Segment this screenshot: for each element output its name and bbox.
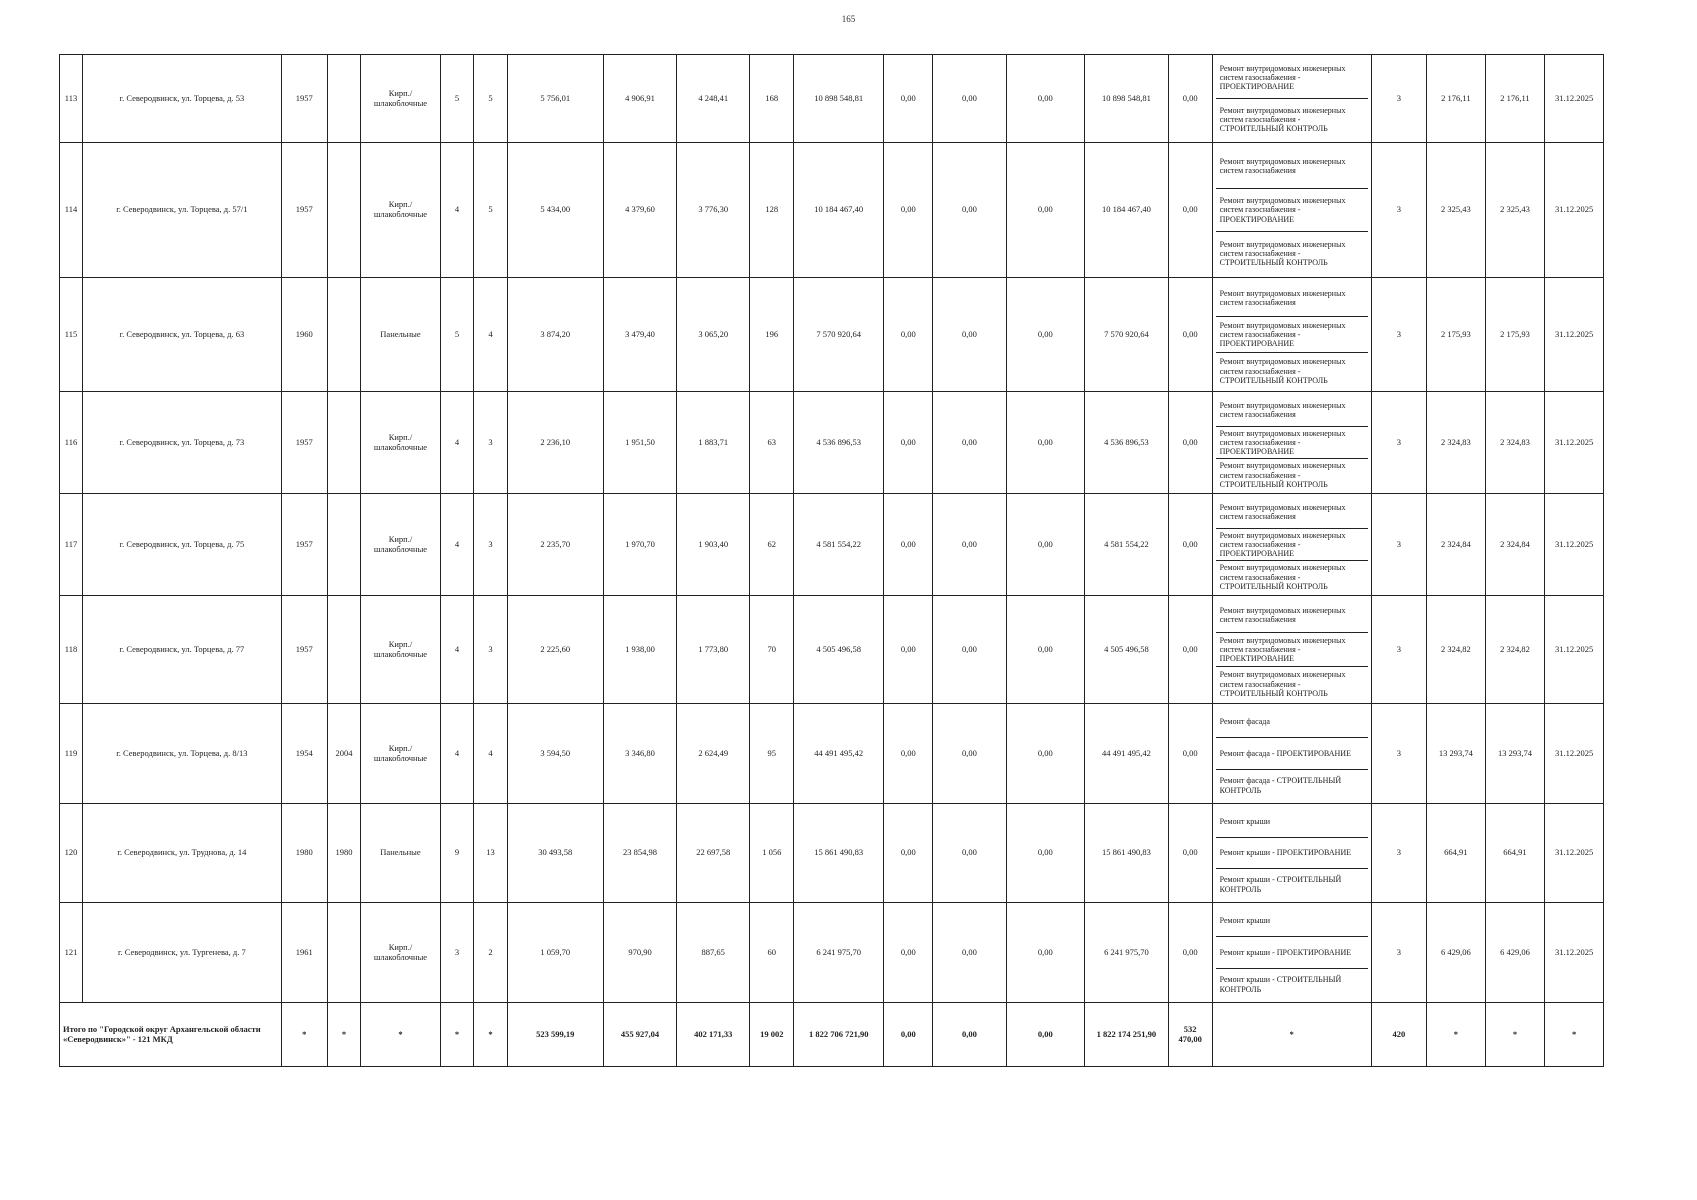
cost-total-cell: 10 184 467,40 (794, 143, 884, 278)
address-cell: г. Северодвинск, ул. Торцева, д. 63 (83, 278, 282, 392)
area-total-cell: 5 756,01 (507, 55, 603, 143)
fund-local-cell: 0,00 (1006, 804, 1084, 903)
fund-federal-cell: 0,00 (884, 704, 933, 804)
work-item: Ремонт крыши - СТРОИТЕЛЬНЫЙ КОНТРОЛЬ (1216, 868, 1368, 900)
fund-owners-cell: 7 570 920,64 (1085, 278, 1169, 392)
due-date-cell: 31.12.2025 (1545, 804, 1604, 903)
address-cell: г. Северодвинск, ул. Торцева, д. 53 (83, 55, 282, 143)
fund-other-cell: 0,00 (1168, 55, 1212, 143)
total-max-cost-per-m2-cell: * (1485, 1003, 1545, 1067)
fund-federal-cell: 0,00 (884, 55, 933, 143)
area-premises-cell: 1 970,70 (603, 494, 676, 596)
work-item: Ремонт внутридомовых инженерных систем газоснабжения - СТРОИТЕЛЬНЫЙ КОНТРОЛЬ (1216, 352, 1368, 389)
total-row (60, 1003, 1604, 1067)
area-premises-cell: 970,90 (603, 903, 676, 1003)
residents-cell: 95 (750, 704, 794, 804)
table-row (60, 55, 1604, 143)
year-built-cell: 1954 (281, 704, 327, 804)
work-item: Ремонт внутридомовых инженерных систем газоснабжения - СТРОИТЕЛЬНЫЙ КОНТРОЛЬ (1216, 458, 1368, 491)
due-date-cell: 31.12.2025 (1545, 704, 1604, 804)
area-residential-cell: 2 624,49 (677, 704, 750, 804)
area-total-cell: 2 235,70 (507, 494, 603, 596)
table-row (60, 278, 1604, 392)
work-item: Ремонт крыши - ПРОЕКТИРОВАНИЕ (1216, 936, 1368, 968)
area-residential-cell: 1 773,80 (677, 596, 750, 704)
residents-cell: 1 056 (750, 804, 794, 903)
work-item: Ремонт внутридомовых инженерных систем газоснабжения - ПРОЕКТИРОВАНИЕ (1216, 316, 1368, 353)
year-overhaul-cell (327, 143, 360, 278)
total-area-total-cell: 523 599,19 (507, 1003, 603, 1067)
work-item: Ремонт внутридомовых инженерных систем газоснабжения - ПРОЕКТИРОВАНИЕ (1219, 63, 1346, 92)
total-fund-regional-cell: 0,00 (933, 1003, 1006, 1067)
entrances-cell: 5 (474, 55, 507, 143)
area-premises-cell: 1 951,50 (603, 392, 676, 494)
fund-local-cell: 0,00 (1006, 143, 1084, 278)
total-label: Итого по "Городской округ Архангельской области «Северодвинск»" - 121 МКД (60, 1003, 282, 1067)
fund-local-cell: 0,00 (1006, 55, 1084, 143)
floors-cell: 4 (440, 596, 473, 704)
total-fund-owners-cell: 1 822 174 251,90 (1085, 1003, 1169, 1067)
area-premises-cell: 23 854,98 (603, 804, 676, 903)
work-item: Ремонт фасада - СТРОИТЕЛЬНЫЙ КОНТРОЛЬ (1216, 769, 1368, 801)
work-item: Ремонт внутридомовых инженерных систем газоснабжения - СТРОИТЕЛЬНЫЙ КОНТРОЛЬ (1216, 231, 1368, 275)
area-residential-cell: 887,65 (677, 903, 750, 1003)
work-item: Ремонт крыши - СТРОИТЕЛЬНЫЙ КОНТРОЛЬ (1216, 968, 1368, 1000)
total-floors-cell: * (440, 1003, 473, 1067)
fund-owners-cell: 4 581 554,22 (1085, 494, 1169, 596)
work-item: Ремонт внутридомовых инженерных систем газоснабжения - ПРОЕКТИРОВАНИЕ (1216, 188, 1368, 232)
max-cost-per-m2-cell: 2 324,83 (1485, 392, 1545, 494)
fund-other-cell: 0,00 (1168, 804, 1212, 903)
repair-program-table (59, 54, 1604, 1067)
work-item: Ремонт внутридомовых инженерных систем газоснабжения - ПРОЕКТИРОВАНИЕ (1216, 632, 1368, 667)
area-total-cell: 2 225,60 (507, 596, 603, 704)
work-item: Ремонт внутридомовых инженерных систем газоснабжения (1219, 502, 1346, 521)
year-built-cell: 1957 (281, 143, 327, 278)
entrances-cell: 3 (474, 596, 507, 704)
table-row (60, 804, 1604, 903)
cost-per-m2-cell: 13 293,74 (1427, 704, 1486, 804)
residents-cell: 168 (750, 55, 794, 143)
due-date-cell: 31.12.2025 (1545, 903, 1604, 1003)
residents-cell: 63 (750, 392, 794, 494)
table-row (60, 392, 1604, 494)
row-number: 118 (60, 596, 83, 704)
year-built-cell: 1957 (281, 494, 327, 596)
address-cell: г. Северодвинск, ул. Торцева, д. 8/13 (83, 704, 282, 804)
fund-regional-cell: 0,00 (933, 804, 1006, 903)
row-number: 113 (60, 55, 83, 143)
work-item: Ремонт крыши (1219, 915, 1271, 925)
area-premises-cell: 4 379,60 (603, 143, 676, 278)
row-number: 117 (60, 494, 83, 596)
works-cell (1212, 596, 1371, 704)
cost-per-m2-cell: 2 324,82 (1427, 596, 1486, 704)
fund-regional-cell: 0,00 (933, 143, 1006, 278)
floors-cell: 3 (440, 903, 473, 1003)
work-item: Ремонт внутридомовых инженерных систем газоснабжения - СТРОИТЕЛЬНЫЙ КОНТРОЛЬ (1216, 560, 1368, 593)
row-number: 120 (60, 804, 83, 903)
works-count-cell: 3 (1371, 143, 1426, 278)
fund-other-cell: 0,00 (1168, 143, 1212, 278)
residents-cell: 60 (750, 903, 794, 1003)
fund-owners-cell: 4 536 896,53 (1085, 392, 1169, 494)
max-cost-per-m2-cell: 13 293,74 (1485, 704, 1545, 804)
work-item: Ремонт внутридомовых инженерных систем газоснабжения - ПРОЕКТИРОВАНИЕ (1216, 528, 1368, 561)
total-entrances-cell: * (474, 1003, 507, 1067)
area-residential-cell: 3 065,20 (677, 278, 750, 392)
total-fund-local-cell: 0,00 (1006, 1003, 1084, 1067)
year-overhaul-cell (327, 55, 360, 143)
work-item: Ремонт внутридомовых инженерных систем газоснабжения - ПРОЕКТИРОВАНИЕ (1216, 426, 1368, 459)
work-item: Ремонт фасада - ПРОЕКТИРОВАНИЕ (1216, 737, 1368, 769)
table-row (60, 596, 1604, 704)
entrances-cell: 5 (474, 143, 507, 278)
address-cell: г. Северодвинск, ул. Торцева, д. 57/1 (83, 143, 282, 278)
cost-per-m2-cell: 2 176,11 (1427, 55, 1486, 143)
fund-federal-cell: 0,00 (884, 903, 933, 1003)
cost-per-m2-cell: 6 429,06 (1427, 903, 1486, 1003)
cost-per-m2-cell: 664,91 (1427, 804, 1486, 903)
area-total-cell: 3 594,50 (507, 704, 603, 804)
area-premises-cell: 3 479,40 (603, 278, 676, 392)
works-cell (1212, 494, 1371, 596)
residents-cell: 70 (750, 596, 794, 704)
residents-cell: 62 (750, 494, 794, 596)
cost-per-m2-cell: 2 325,43 (1427, 143, 1486, 278)
work-item: Ремонт внутридомовых инженерных систем газоснабжения (1219, 400, 1346, 419)
area-residential-cell: 1 903,40 (677, 494, 750, 596)
fund-regional-cell: 0,00 (933, 55, 1006, 143)
max-cost-per-m2-cell: 2 175,93 (1485, 278, 1545, 392)
address-cell: г. Северодвинск, ул. Торцева, д. 75 (83, 494, 282, 596)
wall-material-cell: Кирп./ шлакоблочные (361, 143, 441, 278)
fund-regional-cell: 0,00 (933, 903, 1006, 1003)
works-count-cell: 3 (1371, 494, 1426, 596)
floors-cell: 5 (440, 278, 473, 392)
area-total-cell: 5 434,00 (507, 143, 603, 278)
entrances-cell: 13 (474, 804, 507, 903)
fund-other-cell: 0,00 (1168, 392, 1212, 494)
fund-other-cell: 0,00 (1168, 494, 1212, 596)
work-item: Ремонт внутридомовых инженерных систем газоснабжения (1219, 157, 1346, 176)
max-cost-per-m2-cell: 2 324,82 (1485, 596, 1545, 704)
year-overhaul-cell: 2004 (327, 704, 360, 804)
wall-material-cell: Кирп./ шлакоблочные (361, 55, 441, 143)
floors-cell: 5 (440, 55, 473, 143)
total-works-count-cell: 420 (1371, 1003, 1426, 1067)
year-built-cell: 1957 (281, 596, 327, 704)
works-cell (1212, 55, 1371, 143)
max-cost-per-m2-cell: 2 325,43 (1485, 143, 1545, 278)
work-item: Ремонт крыши (1219, 816, 1271, 826)
year-overhaul-cell (327, 903, 360, 1003)
fund-federal-cell: 0,00 (884, 278, 933, 392)
works-cell (1212, 903, 1371, 1003)
total-area-residential-cell: 402 171,33 (677, 1003, 750, 1067)
fund-local-cell: 0,00 (1006, 494, 1084, 596)
cost-total-cell: 7 570 920,64 (794, 278, 884, 392)
due-date-cell: 31.12.2025 (1545, 596, 1604, 704)
total-fund-other-cell: 532 470,00 (1168, 1003, 1212, 1067)
work-item: Ремонт внутридомовых инженерных систем газоснабжения (1219, 288, 1346, 307)
floors-cell: 4 (440, 704, 473, 804)
cost-total-cell: 15 861 490,83 (794, 804, 884, 903)
wall-material-cell: Кирп./ шлакоблочные (361, 704, 441, 804)
year-built-cell: 1980 (281, 804, 327, 903)
wall-material-cell: Панельные (361, 804, 441, 903)
row-number: 119 (60, 704, 83, 804)
total-year-built-cell: * (281, 1003, 327, 1067)
entrances-cell: 4 (474, 704, 507, 804)
area-residential-cell: 22 697,58 (677, 804, 750, 903)
year-built-cell: 1957 (281, 55, 327, 143)
page-number: 165 (841, 14, 856, 24)
row-number: 115 (60, 278, 83, 392)
fund-owners-cell: 44 491 495,42 (1085, 704, 1169, 804)
max-cost-per-m2-cell: 2 176,11 (1485, 55, 1545, 143)
address-cell: г. Северодвинск, ул. Торцева, д. 73 (83, 392, 282, 494)
cost-per-m2-cell: 2 175,93 (1427, 278, 1486, 392)
fund-local-cell: 0,00 (1006, 392, 1084, 494)
max-cost-per-m2-cell: 6 429,06 (1485, 903, 1545, 1003)
work-item: Ремонт внутридомовых инженерных систем газоснабжения - СТРОИТЕЛЬНЫЙ КОНТРОЛЬ (1216, 666, 1368, 701)
total-area-premises-cell: 455 927,04 (603, 1003, 676, 1067)
works-cell (1212, 143, 1371, 278)
entrances-cell: 4 (474, 278, 507, 392)
wall-material-cell: Кирп./ шлакоблочные (361, 596, 441, 704)
fund-regional-cell: 0,00 (933, 596, 1006, 704)
area-residential-cell: 1 883,71 (677, 392, 750, 494)
max-cost-per-m2-cell: 2 324,84 (1485, 494, 1545, 596)
year-built-cell: 1960 (281, 278, 327, 392)
row-number: 116 (60, 392, 83, 494)
total-cost-total-cell: 1 822 706 721,90 (794, 1003, 884, 1067)
row-number: 121 (60, 903, 83, 1003)
address-cell: г. Северодвинск, ул. Торцева, д. 77 (83, 596, 282, 704)
fund-owners-cell: 4 505 496,58 (1085, 596, 1169, 704)
works-cell (1212, 804, 1371, 903)
table-row (60, 494, 1604, 596)
due-date-cell: 31.12.2025 (1545, 55, 1604, 143)
total-wall-material-cell: * (361, 1003, 441, 1067)
year-built-cell: 1957 (281, 392, 327, 494)
fund-local-cell: 0,00 (1006, 704, 1084, 804)
cost-per-m2-cell: 2 324,84 (1427, 494, 1486, 596)
area-premises-cell: 4 906,91 (603, 55, 676, 143)
floors-cell: 4 (440, 143, 473, 278)
fund-regional-cell: 0,00 (933, 278, 1006, 392)
fund-other-cell: 0,00 (1168, 596, 1212, 704)
wall-material-cell: Кирп./ шлакоблочные (361, 903, 441, 1003)
total-residents-cell: 19 002 (750, 1003, 794, 1067)
floors-cell: 4 (440, 494, 473, 596)
fund-local-cell: 0,00 (1006, 903, 1084, 1003)
due-date-cell: 31.12.2025 (1545, 392, 1604, 494)
work-item: Ремонт внутридомовых инженерных систем газоснабжения - СТРОИТЕЛЬНЫЙ КОНТРОЛЬ (1216, 98, 1368, 140)
fund-federal-cell: 0,00 (884, 804, 933, 903)
total-cost-per-m2-cell: * (1427, 1003, 1486, 1067)
fund-local-cell: 0,00 (1006, 596, 1084, 704)
fund-federal-cell: 0,00 (884, 392, 933, 494)
fund-federal-cell: 0,00 (884, 143, 933, 278)
total-due-date-cell: * (1545, 1003, 1604, 1067)
cost-total-cell: 44 491 495,42 (794, 704, 884, 804)
fund-other-cell: 0,00 (1168, 278, 1212, 392)
works-count-cell: 3 (1371, 55, 1426, 143)
works-count-cell: 3 (1371, 704, 1426, 804)
fund-owners-cell: 10 898 548,81 (1085, 55, 1169, 143)
area-total-cell: 30 493,58 (507, 804, 603, 903)
area-premises-cell: 3 346,80 (603, 704, 676, 804)
total-works-cell: * (1212, 1003, 1371, 1067)
due-date-cell: 31.12.2025 (1545, 143, 1604, 278)
due-date-cell: 31.12.2025 (1545, 494, 1604, 596)
cost-total-cell: 4 505 496,58 (794, 596, 884, 704)
wall-material-cell: Кирп./ шлакоблочные (361, 494, 441, 596)
fund-local-cell: 0,00 (1006, 278, 1084, 392)
year-overhaul-cell (327, 494, 360, 596)
fund-owners-cell: 15 861 490,83 (1085, 804, 1169, 903)
address-cell: г. Северодвинск, ул. Тургенева, д. 7 (83, 903, 282, 1003)
total-year-overhaul-cell: * (327, 1003, 360, 1067)
floors-cell: 9 (440, 804, 473, 903)
works-cell (1212, 278, 1371, 392)
wall-material-cell: Кирп./ шлакоблочные (361, 392, 441, 494)
address-cell: г. Северодвинск, ул. Труднова, д. 14 (83, 804, 282, 903)
residents-cell: 128 (750, 143, 794, 278)
work-item: Ремонт крыши - ПРОЕКТИРОВАНИЕ (1216, 837, 1368, 869)
fund-other-cell: 0,00 (1168, 903, 1212, 1003)
floors-cell: 4 (440, 392, 473, 494)
work-item: Ремонт внутридомовых инженерных систем газоснабжения (1219, 605, 1346, 624)
area-residential-cell: 3 776,30 (677, 143, 750, 278)
entrances-cell: 3 (474, 494, 507, 596)
area-total-cell: 3 874,20 (507, 278, 603, 392)
cost-total-cell: 4 536 896,53 (794, 392, 884, 494)
max-cost-per-m2-cell: 664,91 (1485, 804, 1545, 903)
cost-total-cell: 4 581 554,22 (794, 494, 884, 596)
fund-federal-cell: 0,00 (884, 596, 933, 704)
year-built-cell: 1961 (281, 903, 327, 1003)
works-count-cell: 3 (1371, 596, 1426, 704)
entrances-cell: 3 (474, 392, 507, 494)
area-premises-cell: 1 938,00 (603, 596, 676, 704)
table-row (60, 143, 1604, 278)
works-count-cell: 3 (1371, 278, 1426, 392)
fund-regional-cell: 0,00 (933, 494, 1006, 596)
year-overhaul-cell (327, 278, 360, 392)
area-total-cell: 1 059,70 (507, 903, 603, 1003)
fund-regional-cell: 0,00 (933, 704, 1006, 804)
fund-owners-cell: 10 184 467,40 (1085, 143, 1169, 278)
cost-per-m2-cell: 2 324,83 (1427, 392, 1486, 494)
cost-total-cell: 10 898 548,81 (794, 55, 884, 143)
table-row (60, 903, 1604, 1003)
year-overhaul-cell: 1980 (327, 804, 360, 903)
cost-total-cell: 6 241 975,70 (794, 903, 884, 1003)
works-count-cell: 3 (1371, 903, 1426, 1003)
year-overhaul-cell (327, 392, 360, 494)
due-date-cell: 31.12.2025 (1545, 278, 1604, 392)
entrances-cell: 2 (474, 903, 507, 1003)
fund-other-cell: 0,00 (1168, 704, 1212, 804)
residents-cell: 196 (750, 278, 794, 392)
works-cell (1212, 392, 1371, 494)
wall-material-cell: Панельные (361, 278, 441, 392)
works-count-cell: 3 (1371, 392, 1426, 494)
works-cell (1212, 704, 1371, 804)
works-count-cell: 3 (1371, 804, 1426, 903)
area-residential-cell: 4 248,41 (677, 55, 750, 143)
fund-regional-cell: 0,00 (933, 392, 1006, 494)
row-number: 114 (60, 143, 83, 278)
area-total-cell: 2 236,10 (507, 392, 603, 494)
fund-federal-cell: 0,00 (884, 494, 933, 596)
total-fund-federal-cell: 0,00 (884, 1003, 933, 1067)
table-row (60, 704, 1604, 804)
fund-owners-cell: 6 241 975,70 (1085, 903, 1169, 1003)
table-body (60, 55, 1604, 1067)
year-overhaul-cell (327, 596, 360, 704)
work-item: Ремонт фасада (1219, 716, 1270, 726)
